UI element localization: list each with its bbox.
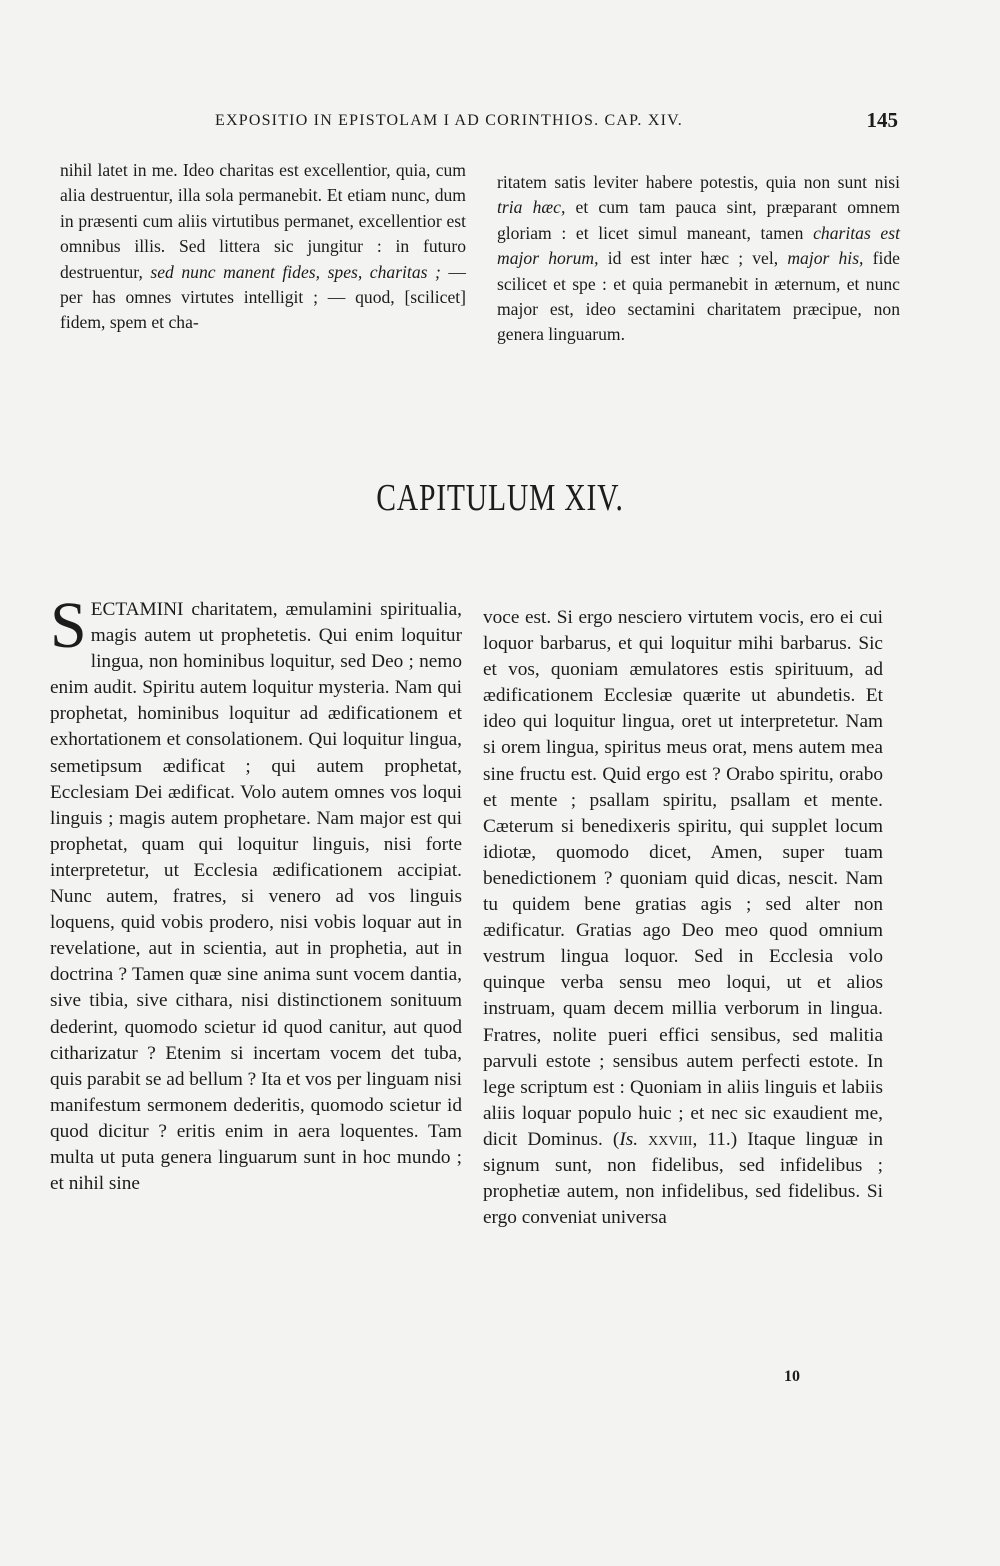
commentary-right-quote-2: charitas est major horum, [497, 222, 900, 269]
scripture-right-paragraph [483, 605, 883, 1231]
commentary-right-paragraph [497, 170, 900, 348]
commentary-left-column [60, 158, 466, 336]
citation-book: Is. [619, 1128, 639, 1150]
commentary-left-quote: sed nunc manent fides, spes, charitas ; [150, 261, 441, 282]
scripture-left-column [50, 589, 463, 1197]
drop-cap: S [50, 589, 87, 662]
signature-mark: 10 [784, 1368, 800, 1385]
running-title: EXPOSITIO IN EPISTOLAM I AD CORINTHIOS. CAP. XIV. [215, 112, 684, 129]
running-head [60, 108, 898, 142]
citation-chapter: xxviii [648, 1128, 693, 1150]
commentary-right-c: id est inter hæc ; vel, [607, 248, 779, 269]
commentary-left-text: nihil latet in me. Ideo charitas est excellentior, quia, cum alia destruentur, illa sola permanebit. Et etiam nunc, dum in præsenti cum aliis virtutibus permanet, excellentior est omnibus illis. Sed littera sic jungitur : in futuro destruentur, [60, 160, 466, 282]
commentary-left-paragraph [60, 158, 466, 336]
chapter-heading: CAPITULUM XIV. [376, 477, 624, 519]
scripture-right-text: voce est. Si ergo nesciero virtutem vocis, ero ei cui loquor barbarus, et qui loquitur mihi barbarus. Sic et vos, quoniam æmulatores estis spirituum, ad ædificationem Ecclesiæ quærite ut abundetis. Et ideo qui loquitur lingua, oret ut interpretetur. Nam si orem lingua, spiritus meus orat, mens autem mea sine fructu est. Quid ergo est ? Orabo spiritu, orabo et mente ; psallam spiritu, psallam et mente. Cæterum si benedixeris spiritu, qui supplet locum idiotæ, quomodo dicet, Amen, super tuam benedictionem ? quoniam quid dicas, nescit. Nam tu quidem bene gratias agis ; sed alter non ædificatur. Gratias ago Deo meo quod omnium vestrum lingua loquor. Sed in Ecclesia volo quinque verba sensu meo loqui, ut et alios instruam, quam decem millia verborum in lingua. Fratres, nolite pueri effici sensibus, sed malitia parvuli estote ; sensibus autem perfecti estote. In lege scriptum est : Quoniam in aliis linguis et labiis aliis loquar populo huic ; et nec sic exaudient me, dicit Dominus. ( [483, 607, 883, 1150]
commentary-right-quote-1: tria hæc, [497, 197, 566, 218]
citation-verse: , 11.) [692, 1128, 738, 1150]
commentary-left-end: — per has omnes virtutes intelligit ; — quod, [scilicet] fidem, spem et cha- [60, 261, 466, 333]
first-word: ECTAMINI [90, 599, 184, 620]
scripture-left-paragraph [50, 589, 463, 1197]
commentary-right-a: ritatem satis leviter habere potestis, quia non sunt nisi [497, 172, 900, 192]
commentary-right-d: fide scilicet et spe : et quia permanebit in æternum, et nunc major est, ideo sectamini charitatem præcipue, non genera linguarum. [497, 248, 900, 345]
commentary-right-quote-3: major his, [787, 248, 864, 269]
commentary-right-b: et cum tam pauca sint, præparant omnem gloriam : et licet simul maneant, tamen [497, 197, 900, 243]
scripture-right-end: Itaque linguæ in signum sunt, non fidelibus, sed infidelibus ; prophetiæ autem, non infidelibus, sed fidelibus. Si ergo conveniat universa [483, 1128, 883, 1229]
scripture-left-text: charitatem, æmulamini spiritualia, magis autem ut prophetetis. Qui enim loquitur lingua, non hominibus loquitur, sed Deo ; nemo enim audit. Spiritu autem loquitur mysteria. Nam qui prophetat, hominibus loquitur ad ædificationem et exhortationem et consolationem. Qui loquitur lingua, semetipsum ædificat ; qui autem prophetat, Ecclesiam Dei ædificat. Volo autem omnes vos loqui linguis ; magis autem prophetare. Nam major est qui prophetat, quam qui loquitur linguis, nisi forte interpretetur, ut Ecclesia ædificationem accipiat. Nunc autem, fratres, si venero ad vos linguis loquens, quid vobis prodero, nisi vobis loquar aut in revelatione, aut in scientia, aut in prophetia, aut in doctrina ? Tamen quæ sine anima sunt vocem dantia, sive tibia, sive cithara, nisi distinctionem sonituum dederint, quomodo scietur id quod canitur, aut quod citharizatur ? Etenim si incertam vocem det tuba, quis parabit se ad bellum ? Ita et vos per linguam nisi manifestum sermonem dederitis, quomodo scietur id quod dicitur ? eritis enim in aera loquentes. Tam multa ut puta genera linguarum sunt in hoc mundo ; et nihil sine [50, 599, 463, 1195]
page-number: 145 [866, 108, 898, 132]
scripture-right-column [483, 605, 883, 1231]
commentary-right-column [497, 170, 900, 348]
